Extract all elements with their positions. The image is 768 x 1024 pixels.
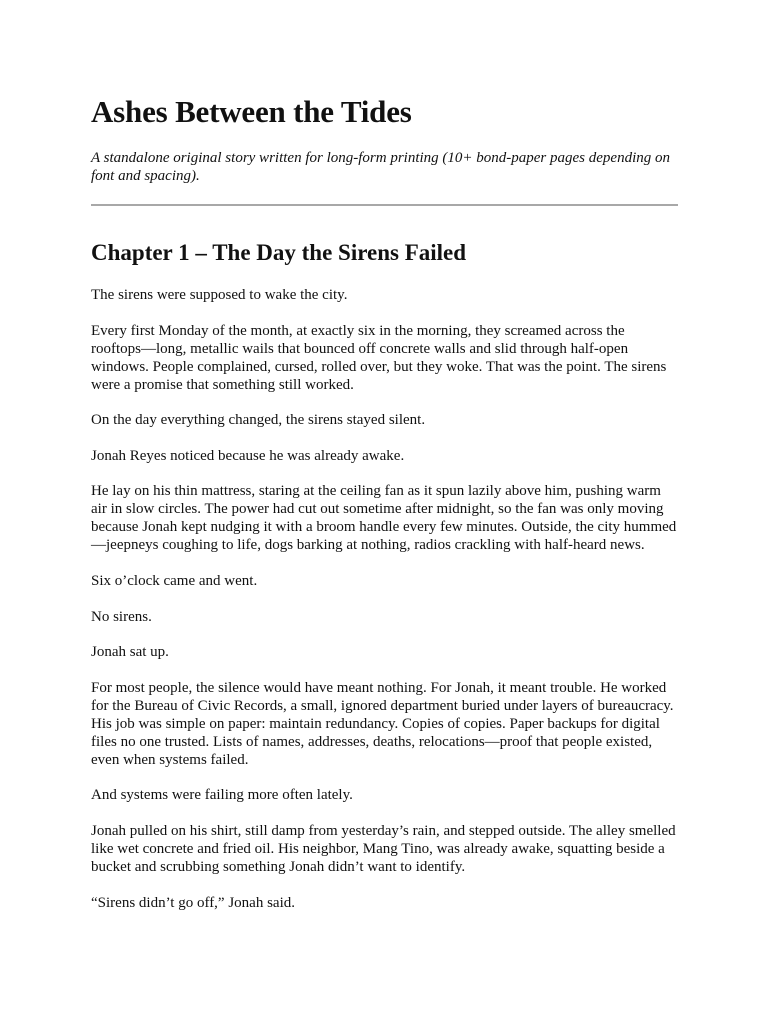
paragraph: Six o’clock came and went. [91,572,258,589]
paragraph: He lay on his thin mattress, staring at the ceiling fan as it spun lazily above him, pushing warm air in slow circles. The power had cut out sometime after midnight, so the fan was only moving because Jonah kept nudging it with a broom handle every few minutes. Outside, the city hummed—jeepneys coughing to life, dogs barking at nothing, radios crackling with half-heard news. [91,483,677,554]
chapter-body [91,286,678,912]
section-divider [91,204,678,206]
chapter-title: Chapter 1 – The Day the Sirens Failed [91,240,467,265]
paragraph: “Sirens didn’t go off,” Jonah said. [91,894,296,911]
paragraph: Jonah Reyes noticed because he was already awake. [91,447,405,464]
paragraph: Jonah pulled on his shirt, still damp from yesterday’s rain, and stepped outside. The alley smelled like wet concrete and fried oil. His neighbor, Mang Tino, was already awake, squatting beside a bucket and scrubbing something Jonah didn’t want to identify. [91,822,676,875]
paragraph: Every first Monday of the month, at exactly six in the morning, they screamed across the rooftops—long, metallic wails that bounced off concrete walls and slid through half-open windows. People complained, cursed, rolled over, but they woke. That was the point. The sirens were a promise that something still worked. [91,322,667,393]
paragraph: On the day everything changed, the sirens stayed silent. [91,412,426,429]
paragraph: The sirens were supposed to wake the city. [91,287,348,303]
paragraph: And systems were failing more often lately. [91,787,353,804]
document-subtitle: A standalone original story written for long-form printing (10+ bond-paper pages depending on font and spacing). [91,150,670,184]
paragraph: Jonah sat up. [91,644,169,661]
paragraph: No sirens. [91,608,152,625]
document-title: Ashes Between the Tides [91,94,412,129]
paragraph: For most people, the silence would have meant nothing. For Jonah, it meant trouble. He worked for the Bureau of Civic Records, a small, ignored department buried under layers of bureaucracy. His job was simple on paper: maintain redundancy. Copies of copies. Paper backups for digital files no one trusted. Lists of names, addresses, deaths, relocations—proof that people existed, even when systems failed. [91,679,674,768]
